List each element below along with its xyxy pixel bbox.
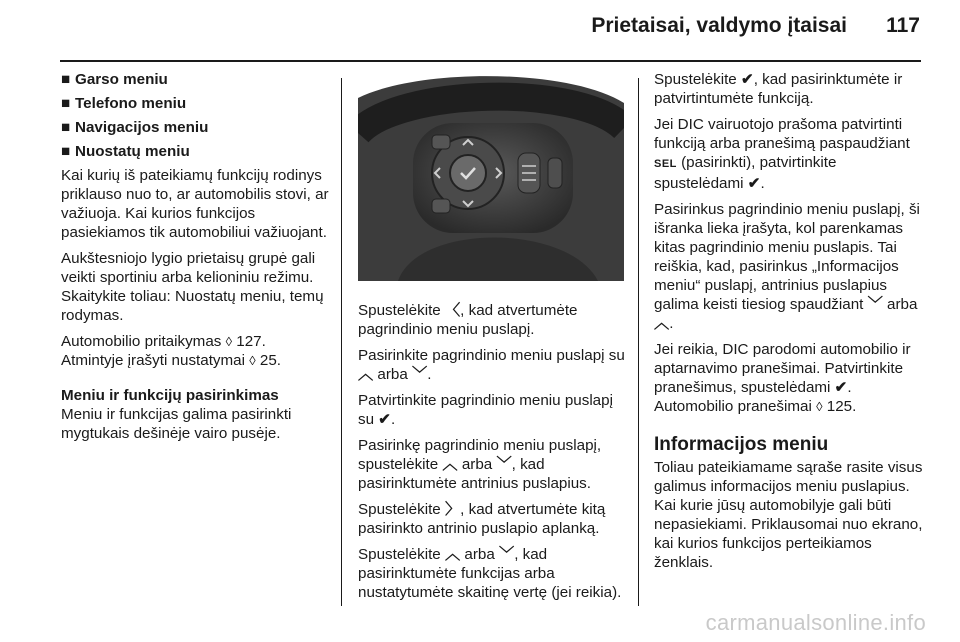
text: Spustelėkite	[358, 546, 445, 563]
list-item	[61, 70, 333, 89]
text: , kad atvertumėte pagrindinio meniu puslapį.	[358, 302, 578, 338]
paragraph	[358, 500, 630, 538]
list-item	[61, 118, 333, 137]
page-reference-link[interactable]: 25.	[259, 352, 282, 369]
checkmark-icon: ✔	[747, 175, 761, 192]
text: Patvirtinkite pagrindinio meniu puslapį su	[358, 392, 613, 428]
middle-column	[358, 70, 630, 609]
page-title: Prietaisai, valdymo įtaisai	[591, 14, 847, 37]
bullet-mark: ■	[61, 95, 71, 112]
text: Jei DIC vairuotojo prašoma patvirtinti funkciją arba pranešimą paspaudžiant	[654, 116, 910, 152]
paragraph: Aukštesniojo lygio prietaisų grupė gali veikti sportiniu arba kelioniniu režimu. Skaitykite toliau: Nuostatų meniu, temų rodymas.	[61, 250, 324, 324]
text: , kad pasirinktumėte funkcijas arba nustatytumėte skaitinę vertę (jei reikia).	[358, 546, 622, 601]
chevron-down-icon: ﹀	[867, 296, 883, 313]
checkmark-icon: ✔	[378, 411, 391, 428]
chevron-up-icon: ︿	[358, 366, 374, 383]
list-item	[61, 94, 333, 113]
column-divider-left	[341, 78, 342, 606]
text: arba	[457, 456, 497, 473]
list-item-label: Navigacijos meniu	[75, 119, 209, 136]
text: arba	[882, 296, 918, 313]
checkmark-icon: ✔	[740, 71, 754, 88]
text: Automobilio pritaikymas	[61, 333, 226, 350]
page-reference-icon: ◊	[816, 399, 823, 414]
text: Spustelėkite	[358, 501, 445, 518]
text: . Automobilio pranešimai	[654, 379, 852, 415]
text: arba	[373, 366, 413, 383]
bullet-mark: ■	[61, 143, 71, 160]
text: .	[391, 411, 396, 428]
chevron-up-icon: ︿	[654, 315, 670, 332]
header-rule	[60, 60, 921, 62]
text: , kad pasirinktumėte ir patvirtintumėte funkciją.	[654, 71, 903, 107]
chevron-down-icon: ﹀	[412, 366, 428, 383]
paragraph	[654, 200, 926, 333]
text: .	[427, 366, 432, 383]
paragraph-references	[61, 332, 333, 370]
text: , kad pasirinktumėte antrinius puslapius.	[358, 456, 591, 492]
paragraph	[358, 346, 630, 384]
page-reference-link[interactable]: 127.	[236, 333, 266, 350]
text: Atmintyje įrašyti nustatymai	[61, 352, 250, 369]
paragraph	[358, 301, 630, 339]
text: (pasirinkti), patvirtinkite spustelėdami	[654, 154, 837, 192]
chevron-up-icon: ︿	[444, 546, 461, 563]
watermark: carmanualsonline.info	[705, 610, 926, 635]
paragraph	[358, 545, 630, 602]
steering-wheel-controls-image	[358, 73, 624, 281]
list-item-label: Nuostatų meniu	[75, 143, 190, 160]
steering-wheel-illustration	[358, 73, 624, 281]
section-heading: Informacijos meniu	[654, 434, 829, 455]
paragraph	[358, 436, 630, 493]
paragraph	[654, 340, 926, 416]
text: Spustelėkite	[654, 71, 741, 88]
paragraph: Kai kurių iš pateikiamų funkcijų rodinys priklauso nuo to, ar automobilis stovi, ar važiuoja. Kai kurios funkcijos pasiekiamos tik automobiliui važiuojant.	[61, 167, 329, 241]
text: .	[669, 315, 674, 332]
text: Jei reikia, DIC parodomi automobilio ir aptarnavimo pranešimai. Patvirtinkite pranešimus, spustelėdami	[654, 341, 911, 396]
bullet-mark: ■	[61, 71, 71, 88]
text: .	[760, 175, 765, 192]
bullet-mark: ■	[61, 119, 71, 136]
page-number: 117	[886, 14, 920, 37]
sel-button-label: SEL	[654, 158, 677, 170]
page-reference-icon: ◊	[249, 353, 256, 368]
chevron-down-icon: ﹀	[499, 546, 515, 563]
chevron-up-icon: ︿	[442, 456, 458, 473]
left-column	[61, 70, 333, 450]
list-item	[61, 142, 333, 161]
chevron-right-icon: 〉	[444, 501, 461, 518]
menu-bullet-list	[61, 70, 333, 161]
subheading: Meniu ir funkcijų pasirinkimas	[61, 387, 279, 404]
page-header	[0, 0, 960, 62]
right-column	[654, 70, 926, 579]
list-item-label: Garso meniu	[75, 71, 168, 88]
text: Pasirinkite pagrindinio meniu puslapį su	[358, 347, 625, 364]
paragraph	[654, 115, 926, 193]
column-divider-right	[638, 78, 639, 606]
chevron-down-icon: ﹀	[496, 456, 512, 473]
chevron-left-icon: 〈	[444, 302, 461, 319]
paragraph	[358, 391, 630, 429]
page-reference-link[interactable]: 125.	[826, 398, 857, 415]
list-item-label: Telefono meniu	[75, 95, 187, 112]
paragraph: Meniu ir funkcijas galima pasirinkti mygtukais dešinėje vairo pusėje.	[61, 406, 292, 442]
paragraph	[654, 70, 926, 108]
text: Pasirinkę pagrindinio meniu puslapį, spustelėkite	[358, 437, 602, 473]
text: arba	[460, 546, 499, 563]
page-reference-icon: ◊	[225, 334, 233, 349]
text: Pasirinkus pagrindinio meniu puslapį, ši išranka lieka įrašyta, kol parenkamas kitas pagrindinio meniu puslapis. Tai reiškia, kad, pasirinkus „Informacijos meniu“ puslapį, antrinius puslapius galima keisti tiesiog spaudžiant	[654, 201, 920, 313]
text: Spustelėkite	[358, 302, 445, 319]
checkmark-icon: ✔	[834, 379, 848, 396]
paragraph: Toliau pateikiamame sąraše rasite visus galimus informacijos meniu puslapius. Kai kurie jūsų automobilyje gali būti nepasiekiami. Priklausomai nuo ekrano, kai kurios funkcijos perteikiamos ženklais.	[654, 459, 923, 571]
text: , kad atvertumėte kitą pasirinkto antrinio puslapio aplanką.	[358, 501, 606, 537]
